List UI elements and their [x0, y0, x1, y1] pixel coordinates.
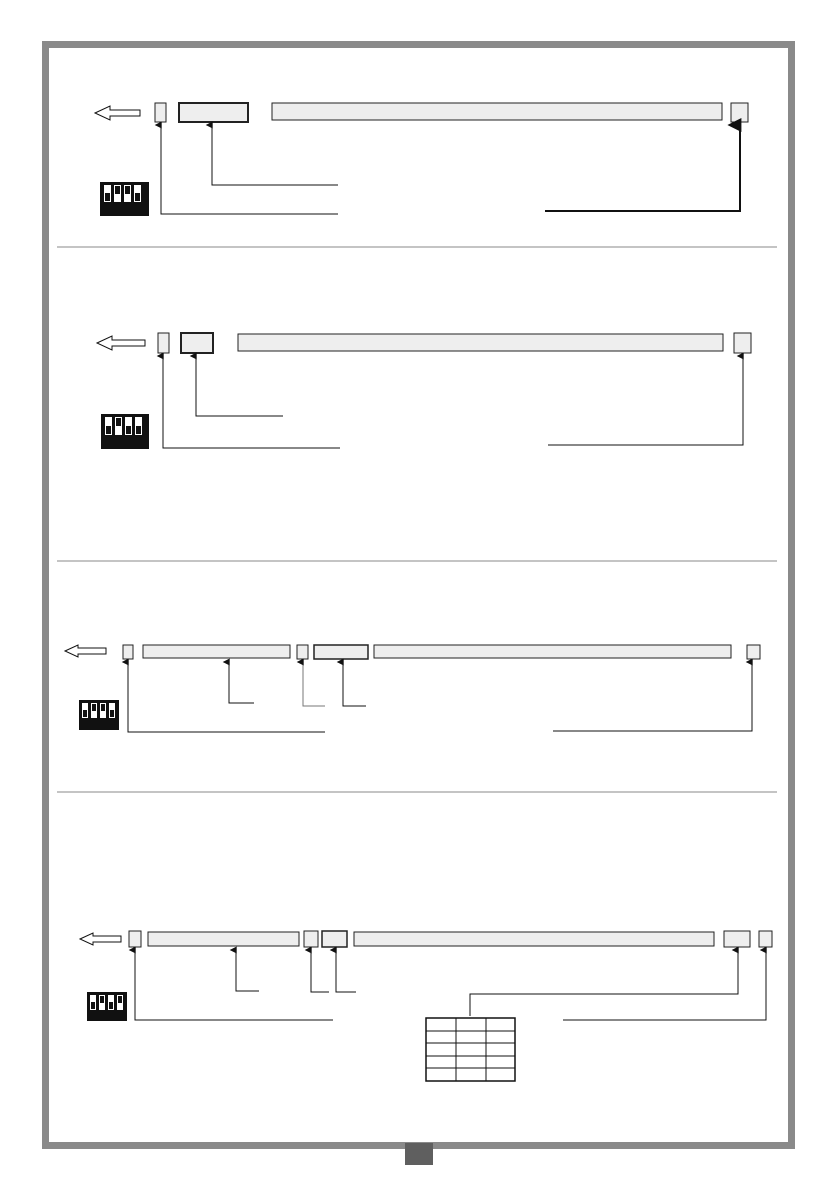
dip-switch-icon: [100, 182, 149, 216]
end-pointer-line: [545, 125, 740, 211]
section-format-3: [65, 645, 760, 732]
start-bit: [129, 931, 141, 947]
code-field: [314, 645, 368, 659]
code-field: [322, 931, 347, 947]
end-bit: [747, 645, 760, 659]
data-field: [272, 103, 722, 120]
separator-pointer-line: [311, 950, 329, 992]
start-pointer-line: [135, 950, 333, 1020]
data-field-1: [148, 932, 299, 946]
start-pointer-line: [161, 125, 338, 214]
separator-pointer-line: [303, 662, 325, 706]
end-pointer-line: [553, 662, 752, 731]
code-pointer-line: [336, 950, 356, 992]
end-bit: [731, 103, 748, 122]
code-pointer-line: [196, 356, 283, 416]
data-field-2: [374, 645, 731, 658]
section-format-1: [95, 103, 748, 216]
checksum-pointer-line: [470, 950, 738, 1016]
data1-pointer-line: [229, 662, 254, 703]
dip-switch-icon: [101, 414, 149, 449]
checksum-field: [724, 931, 750, 947]
end-pointer-line: [548, 356, 743, 445]
dip-switch-icon: [79, 700, 119, 730]
separator-bit: [304, 931, 318, 947]
end-pointer-line: [563, 950, 766, 1020]
section-format-2: [97, 333, 751, 449]
data-field-1: [143, 645, 290, 658]
arrow-left-icon: [80, 933, 121, 945]
start-bit: [155, 103, 166, 122]
start-pointer-line: [128, 662, 325, 732]
arrow-left-icon: [97, 336, 145, 350]
section-format-4: [80, 931, 772, 1081]
page-number: [405, 1143, 433, 1165]
data1-pointer-line: [236, 950, 259, 991]
arrow-left-icon: [95, 106, 140, 120]
end-bit: [759, 931, 772, 947]
data-field: [238, 334, 723, 351]
code-field: [179, 103, 248, 122]
end-bit: [734, 333, 751, 353]
code-field: [181, 333, 213, 353]
data-field-2: [354, 932, 714, 946]
dip-switch-icon: [87, 992, 127, 1021]
page-frame: [46, 45, 792, 1146]
separator-bit: [297, 645, 308, 659]
start-bit: [158, 333, 169, 353]
start-bit: [123, 645, 133, 659]
start-pointer-line: [163, 356, 340, 448]
code-pointer-line: [212, 125, 338, 185]
arrow-left-icon: [65, 645, 106, 657]
code-pointer-line: [343, 662, 366, 706]
checksum-table: [426, 1018, 515, 1081]
